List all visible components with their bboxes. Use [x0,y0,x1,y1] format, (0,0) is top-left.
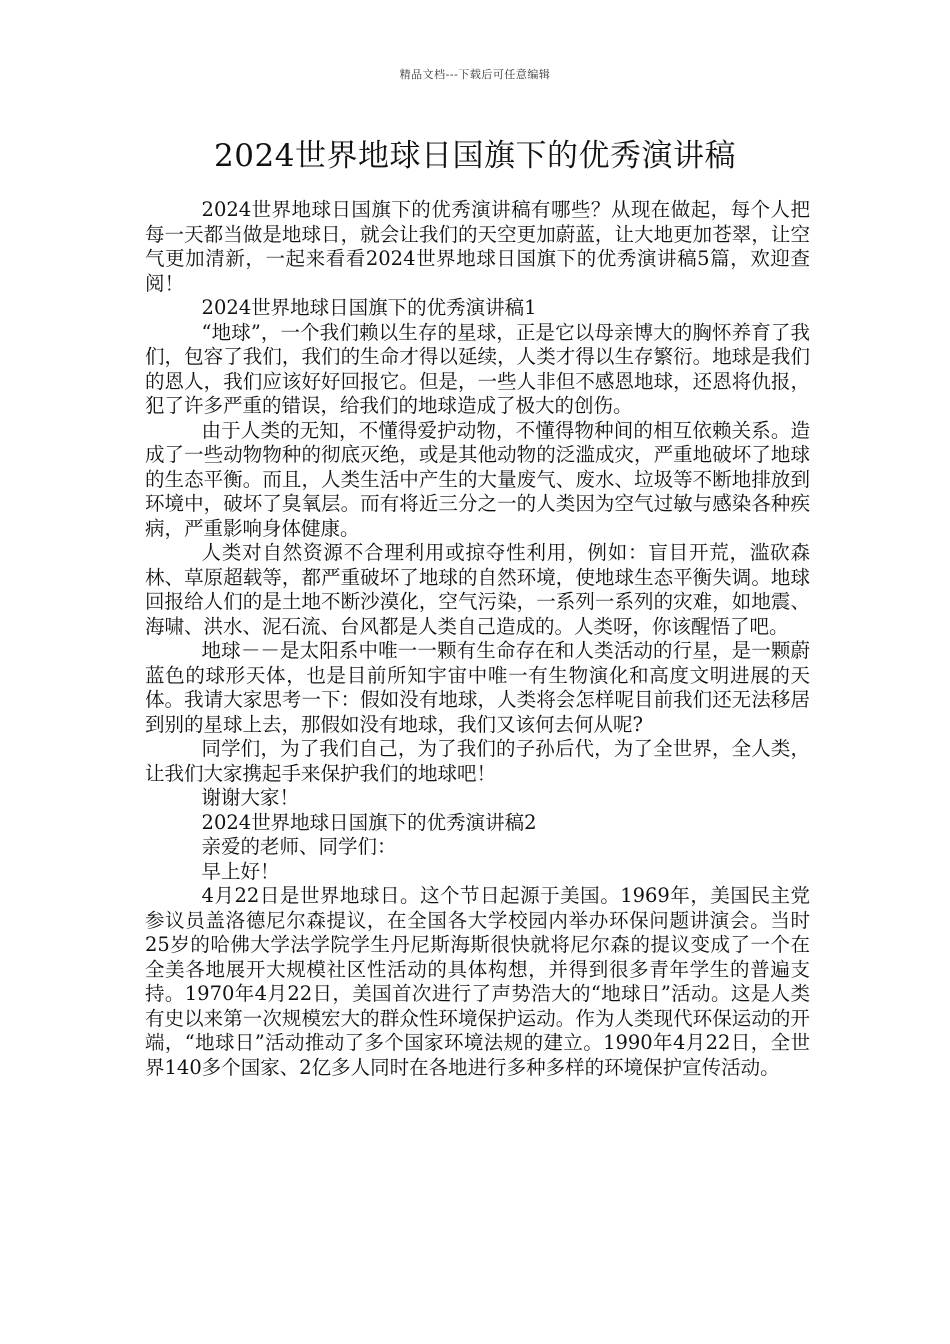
section-heading-1: 2024世界地球日国旗下的优秀演讲稿1 [201,296,537,319]
greeting: 早上好！ [201,859,280,883]
salutation: 亲爱的老师、同学们： [201,835,397,858]
document-title: 2024世界地球日国旗下的优秀演讲稿 [214,138,736,174]
section-heading-2: 2024世界地球日国旗下的优秀演讲稿2 [201,810,537,834]
paragraph: 4月22日是世界地球日。这个节日起源于美国。1969年，美国民主党参议员盖洛德尼尔森提议，在全国各大学校园内举办环保问题讲演会。当时25岁的哈佛大学法学院学生丹尼斯海斯很快就将尼尔森的提议变成了一个在全美各地展开大规模社区性活动的具体构想，并得到很多青年学生的普遍支持。1970年4月22日，美国首次进行了声势浩大的“地球日”活动。这是人类有史以来第一次规模宏大的群众性环境保护运动。作为人类现代环保运动的开端，“地球日”活动推动了多个国家环境法规的建立。1990年4月22日，全世界140多个国家、2亿多人同时在各地进行多种多样的环境保护宣传活动。 [145,884,810,1079]
paragraph: 人类对自然资源不合理利用或掠夺性利用，例如：盲目开荒，滥砍森林、草原超载等，都严重破坏了地球的自然环境，使地球生态平衡失调。地球回报给人们的是土地不断沙漠化，空气污染，一系列一系列的灾难，如地震、海啸、洪水、泥石流、台风都是人类自己造成的。人类呀，你该醒悟了吧。 [145,541,810,638]
paragraph: 地球－－是太阳系中唯一一颗有生命存在和人类活动的行星，是一颗蔚蓝色的球形天体，也是目前所知宇宙中唯一有生物演化和高度文明进展的天体。我请大家思考一下：假如没有地球，人类将会怎样呢目前我们还无法移居到别的星球上去，那假如没有地球，我们又该何去何从呢? [145,639,810,736]
document-body [145,198,810,1080]
closing-line: 谢谢大家！ [201,786,300,809]
intro-paragraph: 2024世界地球日国旗下的优秀演讲稿有哪些？从现在做起，每个人把每一天都当做是地球日，就会让我们的天空更加蔚蓝，让大地更加苍翠，让空气更加清新，一起来看看2024世界地球日国旗下的优秀演讲稿5篇，欢迎查阅！ [145,198,810,295]
paragraph: “地球”，一个我们赖以生存的星球，正是它以母亲博大的胸怀养育了我们，包容了我们，我们的生命才得以延续，人类才得以生存繁衍。地球是我们的恩人，我们应该好好回报它。但是，一些人非但不感恩地球，还恩将仇报，犯了许多严重的错误，给我们的地球造成了极大的创伤。 [145,320,810,417]
paragraph: 由于人类的无知，不懂得爱护动物，不懂得物种间的相互依赖关系。造成了一些动物物种的彻底灭绝，或是其他动物的泛滥成灾，严重地破坏了地球的生态平衡。而且，人类生活中产生的大量废气、废水、垃圾等不断地排放到环境中，破坏了臭氧层。而有将近三分之一的人类因为空气过敏与感染各种疾病，严重影响身体健康。 [145,418,810,540]
header-note: 精品文档---下载后可任意编辑 [399,68,551,81]
paragraph: 同学们，为了我们自己，为了我们的子孙后代，为了全世界，全人类，让我们大家携起手来保护我们的地球吧！ [145,737,810,785]
